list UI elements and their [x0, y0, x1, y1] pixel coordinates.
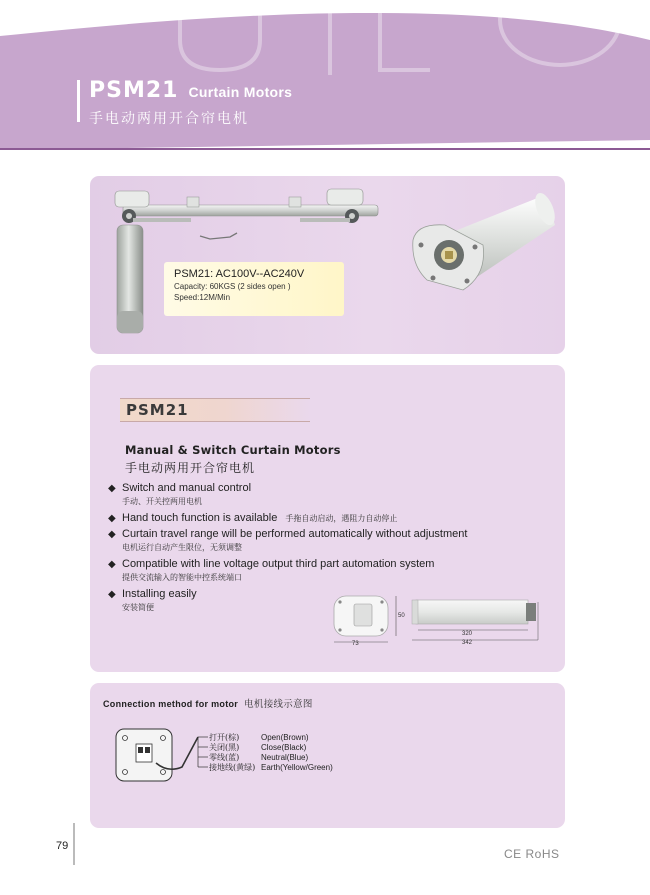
wire-labels-cn [209, 733, 255, 773]
product-title-cn: 手电动两用开合帘电机 [125, 461, 256, 475]
dimension-body-length: 320 [462, 631, 473, 637]
feature-text: Compatible with line voltage output third part automation system [122, 558, 435, 570]
wire-label-cn: 打开(棕) [209, 733, 240, 742]
feature-text-cn: 手拖自动启动，遇阻力自动停止 [285, 514, 398, 523]
bullet-diamond-icon: ◆ [108, 513, 116, 524]
wire-labels-en [261, 733, 333, 773]
feature-text: Switch and manual control [122, 482, 252, 494]
feature-item [108, 558, 434, 583]
page-number: 79 [56, 840, 69, 852]
spec-title: PSM21: AC100V--AC240V [174, 268, 305, 280]
wire-label-cn: 接地线(黄绿) [209, 763, 256, 772]
page-title [89, 78, 292, 103]
feature-text-cn: 安装简便 [122, 603, 154, 612]
spec-speed: Speed:12M/Min [174, 293, 231, 302]
wire-label-en: Neutral(Blue) [261, 753, 309, 762]
certification-marks: CE RoHS [504, 847, 560, 861]
feature-text: Hand touch function is available [122, 512, 278, 524]
feature-item [108, 528, 467, 553]
page-subtitle: Curtain Motors [188, 84, 293, 100]
feature-item [108, 482, 251, 507]
feature-text: Installing easily [122, 588, 197, 600]
page-title-cn: 手电动两用开合帘电机 [89, 111, 249, 127]
feature-text-cn: 电机运行自动产生限位，无须调整 [122, 543, 242, 552]
feature-text: Curtain travel range will be performed automatically without adjustment [122, 528, 468, 540]
model-label-bar [120, 398, 310, 422]
wiring-diagram [112, 725, 212, 787]
feature-item [108, 588, 197, 613]
connection-title-cn: 电机接线示意图 [244, 699, 313, 710]
model-label: PSM21 [126, 401, 189, 419]
header-divider [0, 148, 650, 150]
spec-capacity: Capacity: 60KGS (2 sides open ) [174, 282, 291, 291]
title-accent-bar [77, 80, 80, 122]
model-name: PSM21 [89, 78, 179, 103]
feature-text-cn: 手动、开关控两用电机 [122, 497, 202, 506]
wire-label-en: Close(Black) [261, 743, 307, 752]
wire-label-cn: 关闭(黑) [209, 743, 240, 752]
product-title: Manual & Switch Curtain Motors [125, 443, 341, 457]
footer-divider [73, 823, 75, 865]
feature-text-cn: 提供交流输入的智能中控系统端口 [122, 573, 242, 582]
dimension-height: 50 [398, 613, 405, 619]
connection-title [103, 696, 313, 710]
wire-label-en: Earth(Yellow/Green) [261, 763, 333, 772]
spec-card [164, 262, 344, 316]
dimension-drawing [326, 590, 556, 652]
bullet-diamond-icon: ◆ [108, 589, 116, 600]
dimension-width: 73 [352, 641, 359, 647]
bullet-diamond-icon: ◆ [108, 559, 116, 570]
wire-label-cn: 零线(蓝) [209, 753, 240, 762]
bullet-diamond-icon: ◆ [108, 483, 116, 494]
bullet-diamond-icon: ◆ [108, 529, 116, 540]
feature-item [108, 512, 397, 524]
dimension-total-length: 342 [462, 640, 473, 646]
page-header [0, 0, 650, 150]
connection-title-en: Connection method for motor [103, 699, 239, 709]
motor-closeup-image [405, 185, 555, 300]
wire-label-en: Open(Brown) [261, 733, 309, 742]
